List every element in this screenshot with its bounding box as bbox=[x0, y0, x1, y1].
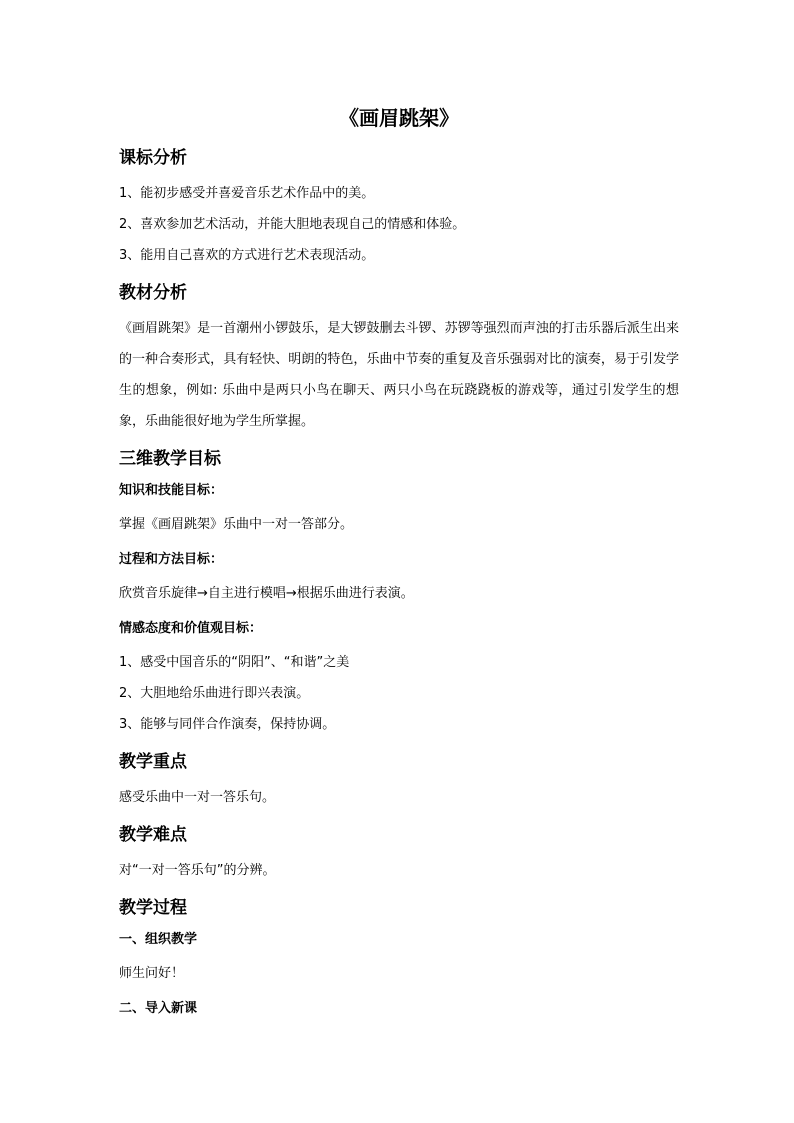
section-heading-key-points: 教学重点 bbox=[119, 752, 187, 772]
objective-heading-process: 过程和方法目标： bbox=[119, 552, 224, 567]
curriculum-item-2: 2、喜欢参加艺术活动，并能大胆地表现自己的情感和体验。 bbox=[119, 217, 466, 232]
objective-process-item-1: 欣赏音乐旋律→自主进行模唱→根据乐曲进行表演。 bbox=[119, 586, 414, 601]
key-points-item-1: 感受乐曲中一对一答乐句。 bbox=[119, 790, 276, 805]
objective-emotion-item-1: 1、感受中国音乐的“阴阳”、“和谐”之美 bbox=[119, 655, 350, 670]
section-heading-process: 教学过程 bbox=[119, 898, 187, 918]
difficulties-item-1: 对“一对一答乐句”的分辨。 bbox=[119, 863, 276, 878]
objective-emotion-item-2: 2、大胆地给乐曲进行即兴表演。 bbox=[119, 686, 310, 701]
objective-heading-emotion: 情感态度和价值观目标： bbox=[119, 621, 263, 636]
textbook-analysis-paragraph: 《画眉跳架》是一首潮州小锣鼓乐，是大锣鼓删去斗锣、苏锣等强烈而声浊的打击乐器后派生出来的一种合奏形式，具有轻快、明朗的特色，乐曲中节奏的重复及音乐强弱对比的演奏，易于引发学生的想象，例如: 乐曲中是两只小鸟在聊天、两只小鸟在玩跷跷板的游戏等，通过引发学生的想象，乐曲能很好地为学生所掌握。 bbox=[119, 321, 679, 429]
document-title: 《画眉跳架》 bbox=[339, 106, 459, 130]
process-step-heading-2: 二、导入新课 bbox=[119, 1001, 198, 1016]
document-content bbox=[119, 104, 679, 1027]
process-step-1-item-1: 师生问好！ bbox=[119, 966, 185, 981]
curriculum-item-1: 1、能初步感受并喜爱音乐艺术作品中的美。 bbox=[119, 186, 375, 201]
objective-knowledge-item-1: 掌握《画眉跳架》乐曲中一对一答部分。 bbox=[119, 517, 354, 532]
curriculum-item-3: 3、能用自己喜欢的方式进行艺术表现活动。 bbox=[119, 248, 375, 263]
objective-emotion-item-3: 3、能够与同伴合作演奏，保持协调。 bbox=[119, 717, 336, 732]
section-heading-difficulties: 教学难点 bbox=[119, 825, 187, 845]
objective-heading-knowledge: 知识和技能目标： bbox=[119, 483, 224, 498]
section-heading-curriculum: 课标分析 bbox=[119, 148, 187, 168]
section-heading-textbook: 教材分析 bbox=[119, 283, 187, 303]
process-step-heading-1: 一、组织教学 bbox=[119, 932, 198, 947]
section-heading-objectives: 三维教学目标 bbox=[119, 449, 221, 469]
